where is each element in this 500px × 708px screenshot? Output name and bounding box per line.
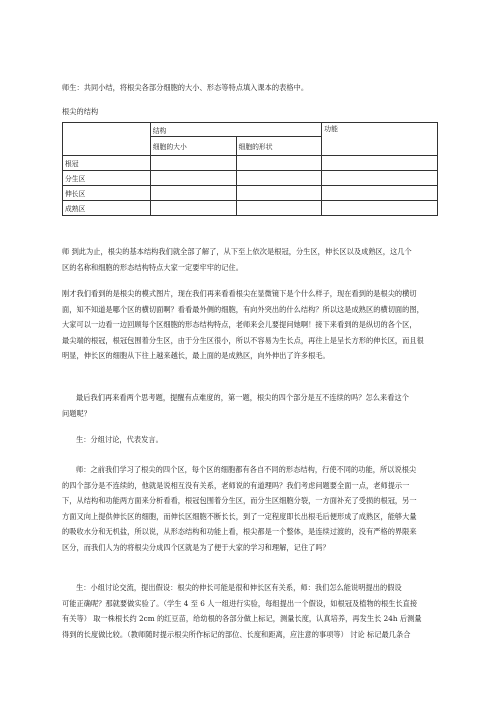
header-function: 功能 [322, 123, 438, 156]
text-line: 师 到此为止，根尖的基本结构我们就全部了解了，从下至上依次是根冠，分生区，伸长区以及成熟区，这几个 [62, 247, 412, 256]
table-row [63, 156, 438, 171]
text-line: 刚才我们看到的是根尖的模式图片，现在我们再来看看根尖在显微镜下是个什么样子，现在看到的是根尖的横切 [62, 289, 417, 298]
text-line: 的四个部分是不连续的，他就是说相互没有关系，老师说的有道理吗？我们考虑问题要全面一点，老师提示一 [62, 480, 410, 490]
row-label: 根冠 [63, 156, 151, 171]
row-label: 成熟区 [63, 201, 151, 216]
text-line: 下，从结构和功能两方面来分析看看，根冠包围着分生区，而分生区细胞分裂，一方面补充了受损的根冠，另一 [62, 496, 417, 506]
table-header-row [63, 123, 438, 137]
table-corner-cell [63, 123, 151, 156]
root-structure-table [62, 122, 438, 216]
intro-paragraph [62, 80, 448, 96]
text-line: 面，知不知道是哪个区的横切面啊？看看最外侧的细胞，有向外突出的什么结构？所以这是成熟区的横切面的图， [62, 304, 424, 314]
paragraph-questions [62, 390, 448, 421]
text-line: 最尖端的根冠，根冠包围着分生区，由于分生区很小，所以不容易为生长点，再往上是呈长方形的伸长区，而且很 [62, 335, 424, 345]
table-row [63, 201, 438, 216]
subheader-cell-shape: 细胞的形状 [236, 137, 322, 156]
table-title [62, 104, 448, 120]
header-structure: 结构 [150, 123, 322, 137]
text-line: 可能正确呢？那就要做实验了。（学生 4 至 6 人一组进行实验，每组提出一个假设，如根冠及植物的根生长直接 [62, 598, 418, 608]
text-line: 的吸收水分和无机盐，所以说，从形态结构和功能上看，根尖都是一个整体，是连续过渡的，没有严格的界限来 [62, 527, 417, 537]
text-line: 师：之前我们学习了根尖的四个区，每个区的细胞都有各自不同的形态结构，行使不同的功能，所以说根尖 [76, 465, 417, 474]
text-line: 明显，伸长区的细胞从下往上越来越长，最上面的是成熟区，向外伸出了许多根毛。 [62, 351, 330, 361]
text-line: 区的名称和细胞的形态结构特点大家一定要牢牢的记住。 [62, 262, 243, 272]
text-line: 得到的长度做比较。（教师随时提示根尖所作标记的部位、长度和距离，应注意的事项等） 讨论 标记最几条合 [62, 629, 411, 639]
row-label: 分生区 [63, 171, 151, 186]
row-label: 伸长区 [63, 186, 151, 201]
table-row [63, 186, 438, 201]
paragraph-student-discussion [62, 432, 448, 448]
text-line: 最后我们再来看两个思考题，提醒有点难度的，第一题，根尖的四个部分是互不连续的吗？怎么来看这个 [76, 393, 409, 402]
paragraph-microscope [62, 286, 448, 364]
text-line: 大家可以一边看一边回顾每个区细胞的形态结构特点，老师来会儿要提问她啊！接下来看到的是纵切的各个区， [62, 320, 417, 330]
table-title-text: 根尖的结构 [62, 107, 99, 116]
subheader-cell-size: 细胞的大小 [150, 137, 236, 156]
paragraph-experiment [62, 580, 448, 642]
paragraph-teacher-explanation [62, 462, 448, 556]
text-line: 生：小组讨论交流，提出假设：根尖的伸长可能是很和伸长区有关系，师：我们怎么能说明提出的假设 [76, 583, 402, 592]
text-line: 师生：共同小结，将根尖各部分细胞的大小、形态等特点填入课本的表格中。 [62, 83, 309, 92]
text-line: 区分，而我们人为的将根尖分成四个区就是为了便于大家的学习和理解，记住了吗？ [62, 542, 330, 552]
text-line: 方面又向上提供伸长区的细胞，而伸长区细胞不断长长，到了一定程度即长出根毛后便形成了成熟区，能够大量 [62, 511, 417, 521]
table-row [63, 171, 438, 186]
text-line: 生：分组讨论，代表发言。 [76, 435, 163, 444]
paragraph-summary [62, 244, 448, 275]
text-line: 有关等） 取一株根长约 2cm 的红豆苗，给幼根的各部分做上标记，测量长度，认真培养，再发生长 24h 后测量 [62, 614, 422, 624]
text-line: 问题呢？ [62, 408, 91, 418]
